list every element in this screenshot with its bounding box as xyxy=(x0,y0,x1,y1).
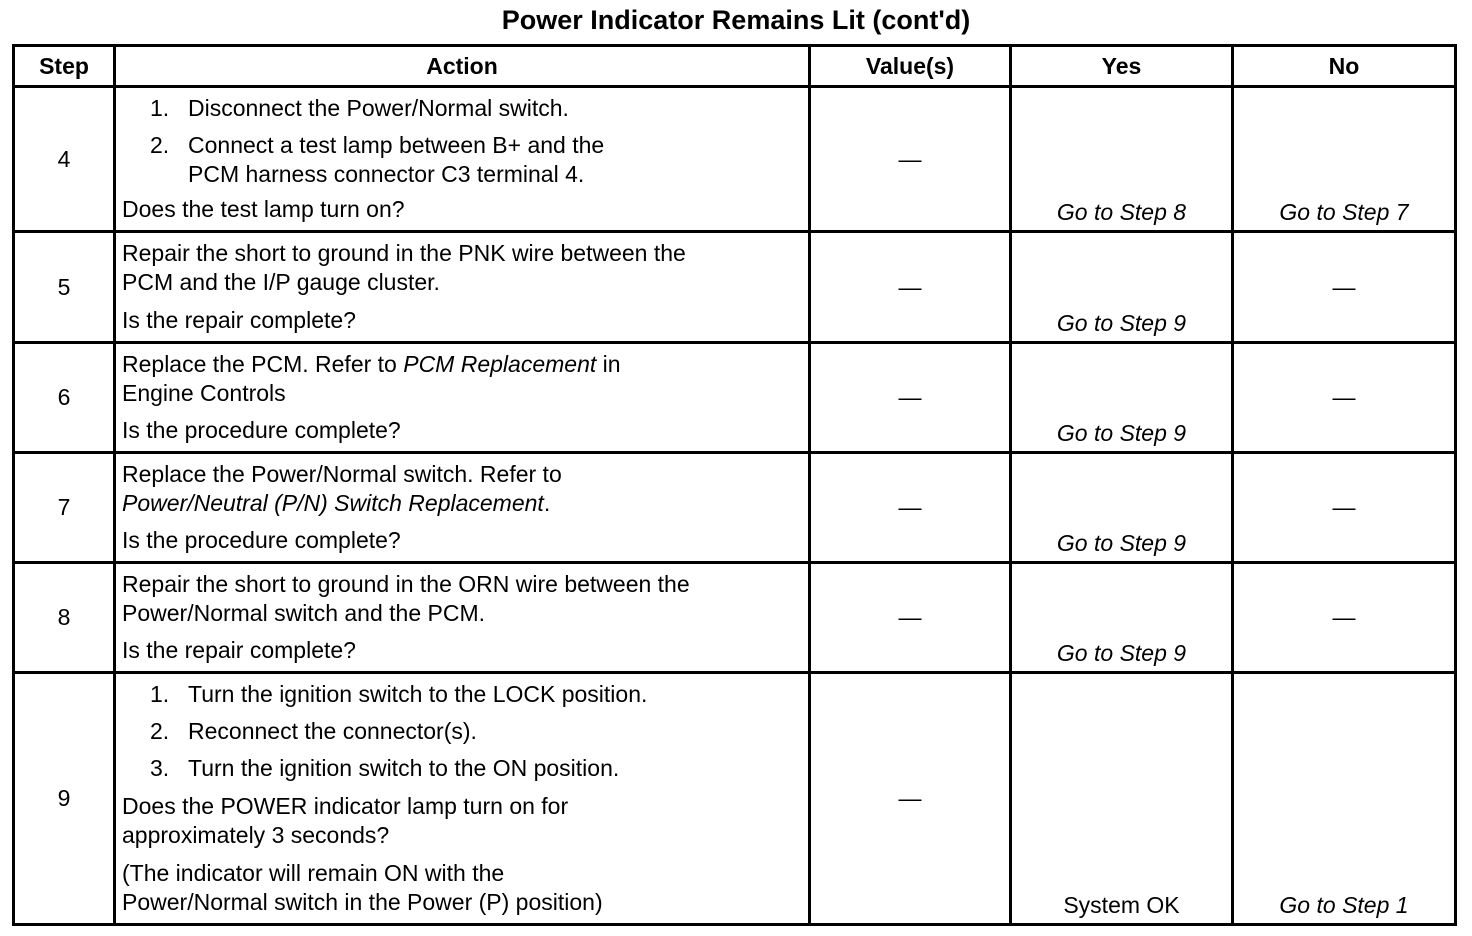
yes-cell: Go to Step 8 xyxy=(1011,87,1233,232)
table-row xyxy=(14,673,1456,925)
question-text: Is the procedure complete? xyxy=(122,527,401,553)
step-number: 9 xyxy=(14,673,115,925)
header-action: Action xyxy=(115,46,810,87)
yes-cell: System OK xyxy=(1011,673,1233,925)
diagnostic-table xyxy=(12,44,1457,926)
list-item: 2. Reconnect the connector(s). xyxy=(150,718,477,744)
list-item: 3. Turn the ignition switch to the ON position. xyxy=(150,755,620,781)
reference-title: Power/Neutral (P/N) Switch Replacement xyxy=(122,490,544,516)
action-cell: Replace the Power/Normal switch. Refer to Power/Neutral (P/N) Switch Replacement. Is the procedure complete? xyxy=(115,453,810,563)
question-text: Is the repair complete? xyxy=(122,637,356,663)
question-text: Does the POWER indicator lamp turn on for approximately 3 seconds? xyxy=(122,793,569,848)
step-number: 7 xyxy=(14,453,115,563)
table-row xyxy=(14,232,1456,343)
no-cell: Go to Step 1 xyxy=(1233,673,1456,925)
list-item: 2. Connect a test lamp between B+ and the PCM harness connector C3 terminal 4. xyxy=(150,132,605,187)
yes-cell: Go to Step 9 xyxy=(1011,343,1233,453)
action-cell: Repair the short to ground in the PNK wire between the PCM and the I/P gauge cluster. Is the repair complete? xyxy=(115,232,810,343)
no-cell: — xyxy=(1233,453,1456,563)
value-cell: — xyxy=(810,343,1011,453)
step-number: 6 xyxy=(14,343,115,453)
question-text: Does the test lamp turn on? xyxy=(122,196,405,222)
no-cell: — xyxy=(1233,343,1456,453)
step-number: 4 xyxy=(14,87,115,232)
step-number: 8 xyxy=(14,563,115,673)
yes-cell: Go to Step 9 xyxy=(1011,232,1233,343)
table-row xyxy=(14,563,1456,673)
header-row xyxy=(14,46,1456,87)
table-row xyxy=(14,453,1456,563)
note-text: (The indicator will remain ON with the Power/Normal switch in the Power (P) position) xyxy=(122,860,603,915)
action-cell: Replace the PCM. Refer to PCM Replacement in Engine Controls Is the procedure complete? xyxy=(115,343,810,453)
list-item: 1. Disconnect the Power/Normal switch. xyxy=(150,95,569,121)
no-cell: Go to Step 7 xyxy=(1233,87,1456,232)
yes-cell: Go to Step 9 xyxy=(1011,453,1233,563)
table-row xyxy=(14,343,1456,453)
action-cell: Repair the short to ground in the ORN wire between the Power/Normal switch and the PCM. Is the repair complete? xyxy=(115,563,810,673)
value-cell: — xyxy=(810,673,1011,925)
yes-cell: Go to Step 9 xyxy=(1011,563,1233,673)
question-text: Is the repair complete? xyxy=(122,307,356,333)
header-values: Value(s) xyxy=(810,46,1011,87)
question-text: Is the procedure complete? xyxy=(122,417,401,443)
value-cell: — xyxy=(810,87,1011,232)
reference-title: PCM Replacement xyxy=(403,351,597,377)
action-cell xyxy=(115,87,810,232)
no-cell: — xyxy=(1233,563,1456,673)
table-row xyxy=(14,87,1456,232)
value-cell: — xyxy=(810,232,1011,343)
no-cell: — xyxy=(1233,232,1456,343)
value-cell: — xyxy=(810,563,1011,673)
step-number: 5 xyxy=(14,232,115,343)
header-no: No xyxy=(1233,46,1456,87)
list-item: 1. Turn the ignition switch to the LOCK position. xyxy=(150,681,648,707)
header-yes: Yes xyxy=(1011,46,1233,87)
page-title: Power Indicator Remains Lit (cont'd) xyxy=(501,5,971,35)
header-step: Step xyxy=(14,46,115,87)
action-cell xyxy=(115,673,810,925)
value-cell: — xyxy=(810,453,1011,563)
